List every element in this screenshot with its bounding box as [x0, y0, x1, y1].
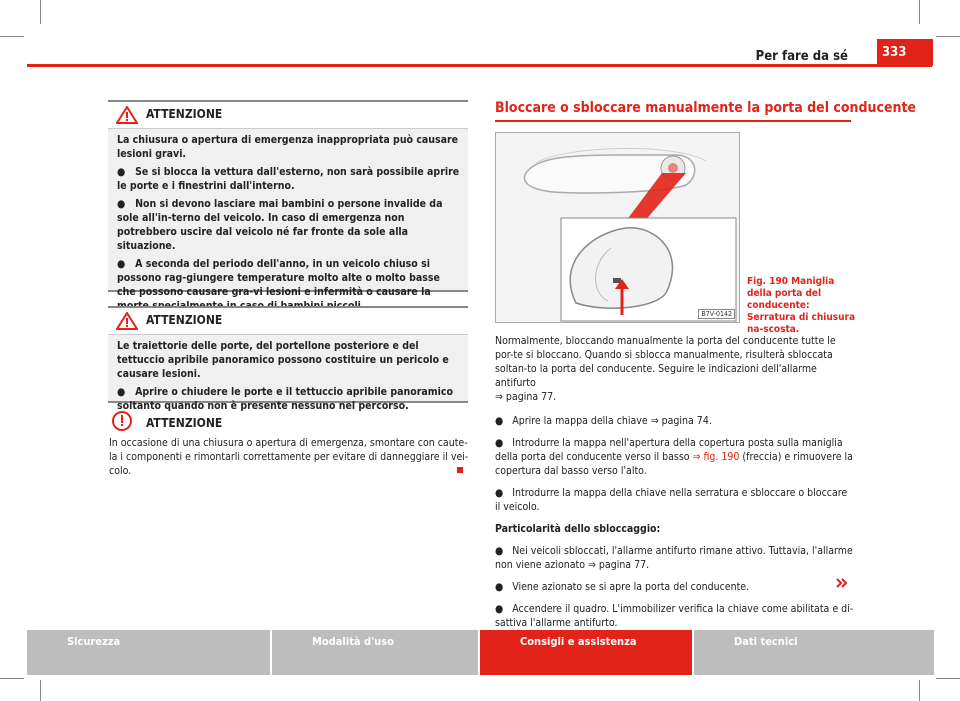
warning-triangle-icon [116, 312, 138, 330]
section-body [495, 334, 855, 638]
warning-bullet: ● Non si devono lasciare mai bambini o persone invalide da sole all'in-terno del veicolo. In caso di emergenza non potrebbero uscire dal veicolo né far fronte da sole alla situazione. [117, 198, 443, 252]
page-number: 333 [877, 39, 933, 66]
section-title: Bloccare o sbloccare manualmente la porta del conducente [495, 100, 851, 122]
warning-heading: ATTENZIONE [146, 313, 223, 327]
figure-code: B7V-0142 [698, 309, 735, 319]
caution-text: In occasione di una chiusura o apertura di emergenza, smontare con caute-la i componenti e rimontarli correttamente per evitare di danneggiare il vei-colo. [109, 437, 469, 477]
end-marker [457, 467, 463, 473]
caution-circle-icon [111, 410, 133, 432]
figure-caption: Fig. 190 Maniglia della porta del conducente: Serratura di chiusura na-scosta. [747, 276, 856, 335]
crop-mark [919, 0, 920, 24]
footer-tab-modalita-uso[interactable]: Modalità d'uso [272, 630, 478, 675]
warning-box [108, 306, 468, 412]
note-bullet: ● Viene azionato se si apre la porta del conducente. [495, 581, 750, 593]
subheading: Particolarità dello sbloccaggio: [495, 523, 661, 535]
figure-reference-link[interactable]: ⇒ fig. 190 [692, 451, 740, 463]
step-bullet: ● Introdurre la mappa nell'apertura della copertura posta sulla maniglia della porta del conducente verso il basso [495, 437, 843, 463]
warning-text: La chiusura o apertura di emergenza inappropriata può causare lesioni gravi. [117, 134, 459, 160]
step-bullet-cont: (freccia) e rimuovere la copertura dal basso verso l'alto. [495, 451, 853, 477]
warning-box [108, 100, 468, 298]
intro-text: Normalmente, bloccando manualmente la porta del conducente tutte le por-te si bloccano. Quando si sblocca manualmente, risulterà sbloccata soltan-to la porta del conducente. Seguire le indicazioni dell'allarme antifurto [495, 335, 836, 389]
warning-header [108, 308, 468, 335]
step-bullet: ● Introdurre la mappa della chiave nella serratura e sbloccare o bloccare il veicolo. [495, 487, 848, 513]
warning-triangle-icon [116, 106, 138, 124]
warning-header [108, 102, 468, 129]
continue-arrow-icon [836, 578, 848, 588]
step-bullet: ● Aprire la mappa della chiave ⇒ pagina 74. [495, 415, 712, 427]
caution-note [109, 410, 469, 478]
page-reference[interactable]: ⇒ pagina 77. [495, 391, 557, 403]
footer-tab-consigli-assistenza[interactable]: Consigli e assistenza [480, 630, 692, 675]
warning-text: Le traiettorie delle porte, del portellone posteriore e del tettuccio apribile panoramico possono costituire un pericolo e causare lesioni. [117, 340, 449, 380]
note-bullet: ● Accendere il quadro. L'immobilizer verifica la chiave come abilitata e di-sattiva l'allarme antifurto. [495, 603, 854, 629]
warning-bullet: ● A seconda del periodo dell'anno, in un veicolo chiuso si possono rag-giungere temperature molto alte o molto basse che possono causare gra-vi lesioni e infermità o causare la [117, 258, 440, 298]
crop-mark [919, 680, 920, 701]
crop-mark [0, 678, 24, 679]
warning-heading: ATTENZIONE [146, 107, 223, 121]
crop-mark [40, 0, 41, 24]
crop-mark [40, 680, 41, 701]
crop-mark [0, 36, 24, 37]
warning-bullet: ● Aprire o chiudere le porte e il tettuccio apribile panoramico soltanto quando non è presente nessuno nel percorso. [117, 386, 453, 412]
warning-bullet: ● Se si blocca la vettura dall'esterno, non sarà possibile aprire le porte e i finestrini dall'interno. [117, 166, 460, 192]
note-bullet: ● Nei veicoli sbloccati, l'allarme antifurto rimane attivo. Tuttavia, l'allarme non viene azionato ⇒ pagina 77. [495, 545, 853, 571]
footer-tab-dati-tecnici[interactable]: Dati tecnici [694, 630, 934, 675]
door-handle-illustration [496, 133, 739, 322]
running-header: Per fare da sé [755, 49, 848, 64]
door-handle-figure [495, 132, 740, 323]
crop-mark [936, 678, 960, 679]
caution-heading: ATTENZIONE [146, 416, 223, 430]
header-rule [27, 64, 932, 67]
footer-tab-sicurezza[interactable]: Sicurezza [27, 630, 270, 675]
crop-mark [936, 36, 960, 37]
